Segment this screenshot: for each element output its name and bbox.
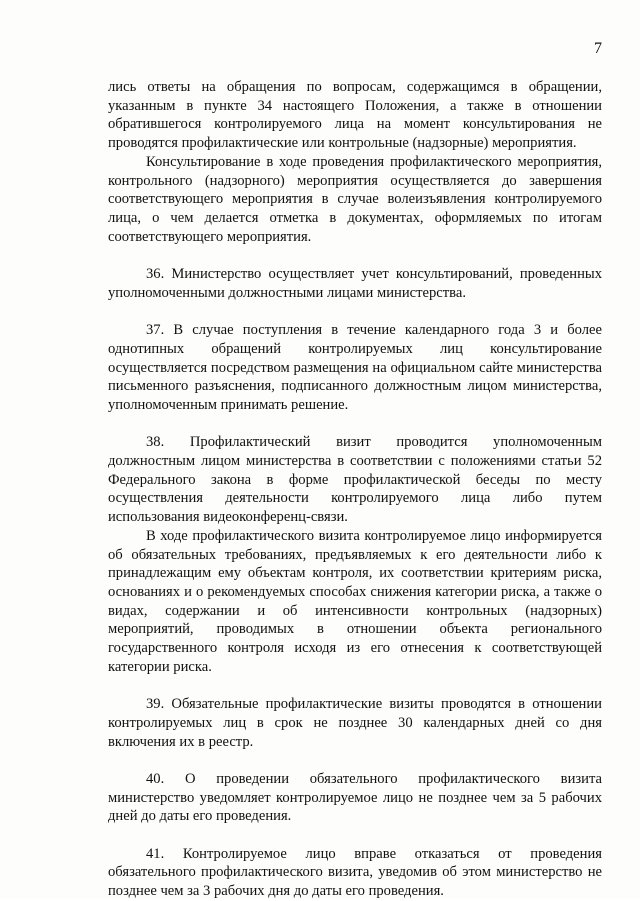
paragraph-37: 37. В случае поступления в течение календарного года 3 и более однотипных обращений контролируемых лиц консультирование осуществляется посредством размещения на официальном сайте министерства письменного разъяснения, подписанного должностным лицом министерства, уполномоченным принимать решение. (108, 322, 602, 413)
paragraph-continuation: лись ответы на обращения по вопросам, содержащимся в обращении, указанным в пункте 34 настоящего Положения, а также в отношении обратившегося контролируемого лица на момент консультирования не проводятся профилактические или контрольные (надзорные) мероприятия. (108, 79, 602, 152)
paragraph-38-informing: В ходе профилактического визита контролируемое лицо информируется об обязательных требованиях, предъявляемых к его деятельности либо к принадлежащим ему объектам контроля, их соответствии критериям риска, основаниях и о рекомендуемых способах снижения категории риска, а также о видах, содержании и об интенсивности контрольных (надзорных) мероприятий, проводимых в отношении объекта регионального государственного контроля исходя из его отнесения к соответствующей категории риска. (108, 527, 602, 675)
paragraph-38: 38. Профилактический визит проводится уполномоченным должностным лицом министерства в соответствии с положениями статьи 52 Федерального закона в форме профилактической беседы по месту осуществления деятельности контролируемого лица либо путем использования видеоконференц-связи. (108, 434, 602, 526)
paragraph-consultation-during-event: Консультирование в ходе проведения профилактического мероприятия, контрольного (надзорного) мероприятия осуществляется до завершения соответствующего мероприятия в случае волеизъявления контролируемого лица, о чем делается отметка в документах, оформляемых по итогам соответствующего мероприятия. (108, 153, 602, 245)
paragraph-39: 39. Обязательные профилактические визиты проводятся в отношении контролируемых лиц в срок не позднее 30 календарных дней со дня включения их в реестр. (108, 696, 602, 750)
paragraph-40: 40. О проведении обязательного профилактического визита министерство уведомляет контролируемое лицо не позднее чем за 5 рабочих дней до даты его проведения. (108, 770, 602, 825)
page-number: 7 (594, 40, 602, 57)
document-body (108, 78, 602, 901)
paragraph-41: 41. Контролируемое лицо вправе отказаться от проведения обязательного профилактического визита, уведомив об этом министерство не позднее чем за 3 рабочих дня до даты его проведения. (108, 845, 602, 900)
paragraph-36: 36. Министерство осуществляет учет консультирований, проведенных уполномоченными должностными лицами министерства. (108, 266, 602, 301)
